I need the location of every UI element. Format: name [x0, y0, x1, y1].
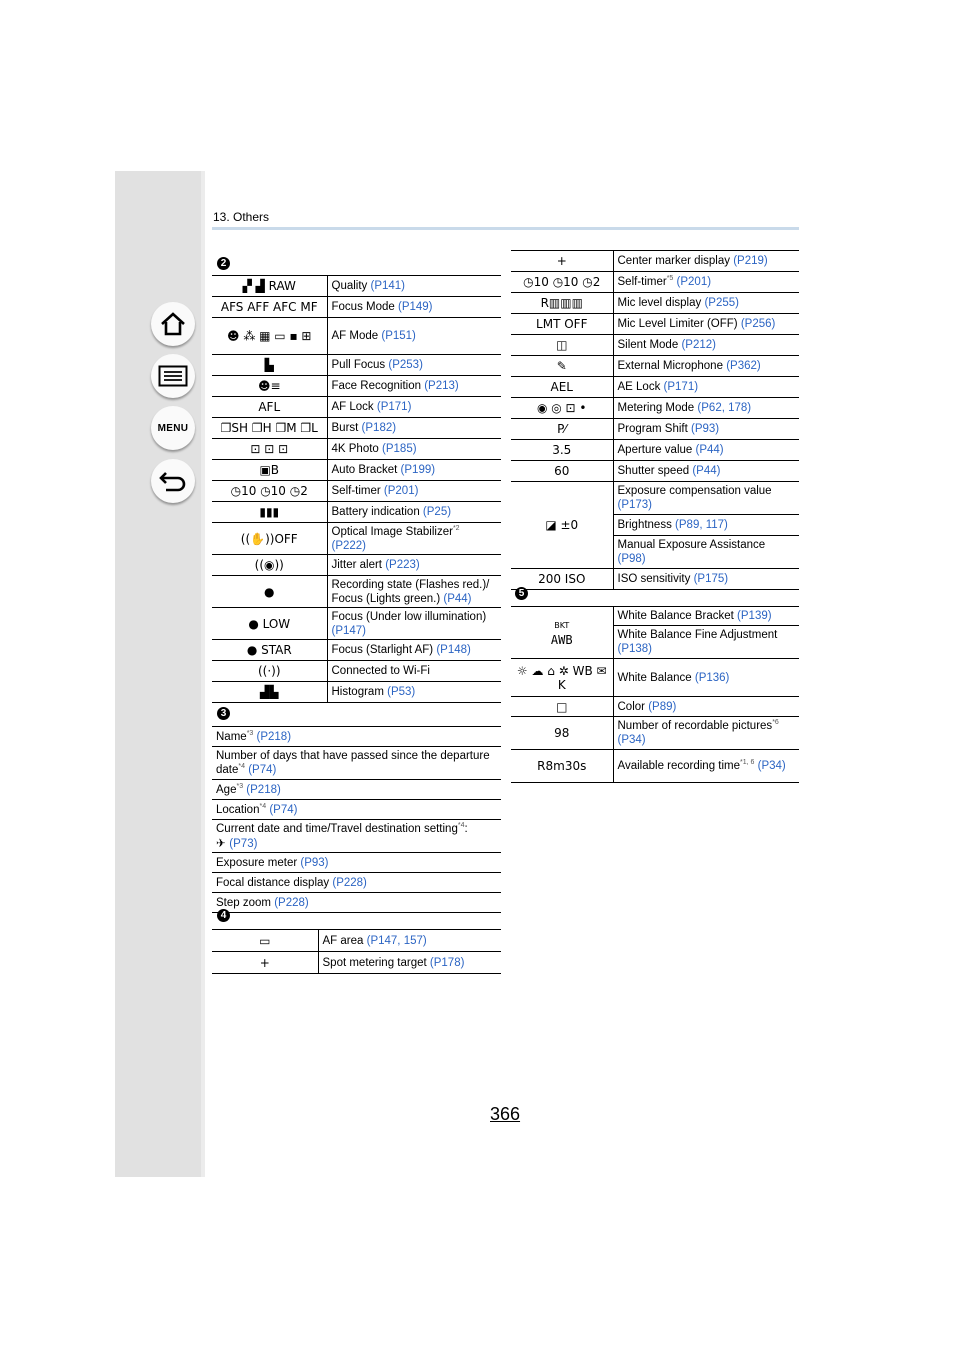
- row-description: [613, 515, 799, 536]
- table-row: [212, 873, 501, 893]
- row-icon: ▙: [212, 355, 327, 376]
- row-description: [327, 481, 501, 502]
- row-description: [613, 607, 799, 626]
- row-page-link[interactable]: (P256): [740, 318, 776, 330]
- row-page-link[interactable]: (P255): [704, 297, 739, 309]
- home-icon: [159, 311, 187, 337]
- row-footnote: *3: [236, 782, 244, 790]
- section-5-marker: 5: [515, 587, 528, 600]
- row-page-link[interactable]: (P138): [617, 643, 653, 655]
- row-label: Aperture value: [617, 444, 693, 456]
- row-page-link[interactable]: (P98): [617, 553, 646, 565]
- row-label: Focal distance display: [216, 876, 330, 889]
- table-row: [212, 460, 501, 481]
- row-label: Battery indication: [331, 506, 420, 518]
- table-row: [511, 440, 799, 461]
- row-label: Recording state (Flashes red.)/ Focus (Lights green.): [331, 578, 490, 605]
- row-description: [318, 952, 501, 974]
- row-label: Program Shift: [617, 423, 688, 435]
- row-label: Focus Mode: [331, 301, 395, 313]
- row-page-link[interactable]: (P149): [397, 301, 433, 313]
- row-icon: LMT OFF: [511, 314, 613, 335]
- home-button[interactable]: [151, 302, 195, 346]
- table-row: [511, 398, 799, 419]
- row-description: [327, 661, 501, 682]
- row-footnote: *4: [259, 802, 267, 810]
- row-description: [327, 555, 501, 576]
- recording-info-table-3: [212, 726, 501, 913]
- row-description: [327, 439, 501, 460]
- table-row: [212, 297, 501, 318]
- table-row: [212, 952, 501, 974]
- table-row: [511, 697, 799, 717]
- row-description: [613, 461, 799, 482]
- row-icon: ☻ ⁂ ▦ ▭ ▪ ⊞: [212, 318, 327, 355]
- table-row: [212, 502, 501, 523]
- wb-bracket-icon: [511, 607, 613, 659]
- row-icon: ☻≡: [212, 376, 327, 397]
- row-page-link[interactable]: (P62, 178): [697, 402, 752, 414]
- row-icon: ▟▙: [212, 682, 327, 703]
- table-row: [511, 272, 799, 293]
- row-page-link[interactable]: (P89): [648, 700, 677, 713]
- table-row: [212, 418, 501, 439]
- row-icon: ▞ ▟ RAW: [212, 276, 327, 297]
- menu-label: MENU: [157, 422, 189, 434]
- row-page-link[interactable]: (P212): [681, 339, 716, 351]
- bkt-label: BKT: [554, 620, 570, 630]
- table-row: [511, 251, 799, 272]
- row-page-link[interactable]: (P139): [737, 610, 772, 622]
- table-row: [511, 569, 799, 590]
- row-page-link[interactable]: (P178): [429, 956, 465, 969]
- menu-button[interactable]: [151, 406, 195, 450]
- row-icon: ((◉)): [212, 555, 327, 576]
- row-label: White Balance Fine Adjustment: [617, 629, 778, 641]
- table-row: [212, 555, 501, 576]
- row-description: [327, 276, 501, 297]
- row-page-link[interactable]: (P53): [387, 686, 416, 698]
- table-row: [212, 853, 501, 873]
- row-icon: 98: [511, 717, 613, 750]
- row-description: [327, 682, 501, 703]
- row-icon: R8m30s: [511, 750, 613, 783]
- row-page-link[interactable]: (P34): [757, 760, 786, 772]
- table-row: [212, 640, 501, 661]
- row-label: Burst: [331, 422, 359, 434]
- row-label: Available recording time: [617, 760, 741, 772]
- exposure-group-icon: ◪ ±0: [511, 482, 613, 569]
- row-description: [327, 418, 501, 439]
- row-label: Number of days that have passed since the departure date: [216, 750, 490, 776]
- row-description: [613, 717, 799, 750]
- list-icon: [158, 365, 188, 387]
- row-page-link[interactable]: (P44): [695, 444, 724, 456]
- row-page-link[interactable]: (P219): [733, 255, 768, 267]
- row-page-link[interactable]: (P223): [385, 559, 420, 571]
- row-icon: ⊡ ⊡ ⊡: [212, 439, 327, 460]
- page-number: 366: [490, 1104, 521, 1124]
- row-icon: ((✋))OFF: [212, 523, 327, 555]
- row-description: [613, 440, 799, 461]
- row-footnote: *2: [452, 524, 460, 532]
- row-icon: AEL: [511, 377, 613, 398]
- table-row: [212, 376, 501, 397]
- row-icon: ◷10 ◷10 ◷2: [511, 272, 613, 293]
- table-row: [511, 419, 799, 440]
- row-icon: ◫: [511, 335, 613, 356]
- row-description: [327, 608, 501, 640]
- table-row: [212, 318, 501, 355]
- iso-page-link[interactable]: (P175): [693, 573, 729, 585]
- row-label: Optical Image Stabilizer: [331, 525, 453, 538]
- row-page-link[interactable]: (P218): [256, 730, 292, 743]
- row-page-link[interactable]: (P228): [274, 896, 309, 909]
- row-icon: ▣B: [212, 460, 327, 481]
- table-row: [511, 293, 799, 314]
- row-label: Self-timer: [331, 485, 381, 497]
- row-description: [327, 502, 501, 523]
- row-label: Mic level display: [617, 297, 702, 309]
- row-page-link[interactable]: (P218): [246, 783, 281, 796]
- row-page-link[interactable]: (P185): [382, 443, 417, 455]
- row-icon: ▭: [212, 930, 318, 952]
- row-description: [327, 297, 501, 318]
- row-label: Brightness: [617, 519, 672, 531]
- row-footnote: *4: [238, 763, 246, 771]
- table-row: [212, 523, 501, 555]
- table-row: [212, 727, 501, 747]
- airplane-icon: ✈: [216, 835, 230, 850]
- row-label: Step zoom: [216, 896, 271, 909]
- row-label: Focus (Under low illumination): [331, 610, 487, 623]
- section-2-marker: 2: [217, 257, 230, 270]
- row-label: Silent Mode: [617, 339, 679, 351]
- row-page-link[interactable]: (P182): [361, 422, 397, 434]
- table-row: [511, 482, 799, 515]
- row-label: Color: [617, 700, 645, 713]
- row-icon: ◉ ◎ ⊡ •: [511, 398, 613, 419]
- table-row: [212, 608, 501, 640]
- row-label: Auto Bracket: [331, 464, 398, 476]
- row-icon: 60: [511, 461, 613, 482]
- table-row: [212, 576, 501, 608]
- row-icon: ▮▮▮: [212, 502, 327, 523]
- row-description: [613, 419, 799, 440]
- row-label: Focus (Starlight AF): [331, 644, 434, 656]
- row-label: Quality: [331, 280, 368, 292]
- row-icon: +: [212, 952, 318, 974]
- row-icon: AFS AFF AFC MF: [212, 297, 327, 318]
- recording-info-table-4: [212, 929, 501, 974]
- row-description: [613, 356, 799, 377]
- table-row: [212, 930, 501, 952]
- row-label: Histogram: [331, 686, 384, 698]
- table-row: [511, 314, 799, 335]
- row-label: Number of recordable pictures: [617, 720, 773, 732]
- row-description: [212, 780, 501, 800]
- row-icon: ❐SH ❐H ❐M ❐L: [212, 418, 327, 439]
- row-label: Spot metering target: [322, 956, 427, 969]
- row-page-link[interactable]: (P151): [381, 330, 416, 342]
- row-description: [212, 727, 501, 747]
- row-label: Metering Mode: [617, 402, 695, 414]
- awb-label: AWB: [550, 632, 573, 647]
- row-description: [327, 576, 501, 608]
- row-page-link[interactable]: (P147): [331, 624, 367, 637]
- iso-icon: 200 ISO: [511, 569, 613, 590]
- table-row: [511, 377, 799, 398]
- row-page-link[interactable]: (P362): [726, 360, 761, 372]
- row-label: AF Lock: [331, 401, 374, 413]
- row-description: [613, 536, 799, 569]
- row-label: External Microphone: [617, 360, 723, 372]
- row-label: AE Lock: [617, 381, 661, 393]
- row-description: [613, 626, 799, 659]
- row-icon: ◷10 ◷10 ◷2: [212, 481, 327, 502]
- table-row: [212, 893, 501, 913]
- row-label: Jitter alert: [331, 559, 382, 571]
- back-arrow-icon: [158, 469, 188, 493]
- breadcrumb: 13. Others: [213, 210, 270, 224]
- row-description: [613, 377, 799, 398]
- row-icon: AFL: [212, 397, 327, 418]
- table-row: [212, 661, 501, 682]
- row-description: [613, 251, 799, 272]
- row-description: [613, 697, 799, 717]
- row-page-link[interactable]: (P148): [436, 644, 471, 656]
- contents-button[interactable]: [151, 354, 195, 398]
- row-icon: R▥▥▥: [511, 293, 613, 314]
- row-icon: ● STAR: [212, 640, 327, 661]
- row-description: [327, 460, 501, 481]
- table-row: [511, 607, 799, 626]
- row-page-link[interactable]: (P171): [376, 401, 412, 413]
- row-description: [327, 376, 501, 397]
- row-label: White Balance: [617, 671, 692, 684]
- row-icon: P⁄: [511, 419, 613, 440]
- table-row: [212, 397, 501, 418]
- row-description: [212, 893, 501, 913]
- row-icon: +: [511, 251, 613, 272]
- row-label: AF area: [322, 934, 364, 947]
- row-icon: ●: [212, 576, 327, 608]
- row-description: [212, 747, 501, 780]
- row-description: [613, 482, 799, 515]
- row-description: [327, 523, 501, 555]
- row-page-link[interactable]: (P253): [388, 359, 423, 371]
- row-page-link[interactable]: (P213): [424, 380, 459, 392]
- row-suffix: :: [464, 822, 468, 835]
- row-footnote: *1, 6: [740, 759, 755, 767]
- row-description: [613, 335, 799, 356]
- table-row: [511, 356, 799, 377]
- row-page-link[interactable]: (P74): [269, 803, 298, 816]
- row-label: Self-timer: [617, 276, 667, 288]
- row-label: 4K Photo: [331, 443, 379, 455]
- row-label: Current date and time/Travel destination setting: [216, 822, 458, 835]
- row-icon: ● LOW: [212, 608, 327, 640]
- row-footnote: *5: [666, 275, 674, 283]
- row-description: [327, 318, 501, 355]
- row-page-link[interactable]: (P25): [422, 506, 452, 518]
- table-row: [212, 481, 501, 502]
- row-page-link[interactable]: (P136): [694, 671, 730, 684]
- row-description: [212, 800, 501, 820]
- recording-info-table-2: [212, 275, 501, 703]
- iso-label: ISO sensitivity: [617, 573, 691, 585]
- row-label: Exposure meter: [216, 856, 298, 869]
- row-page-link[interactable]: (P73): [229, 837, 258, 850]
- row-page-link[interactable]: (P173): [617, 499, 653, 511]
- recording-info-table-right-a: [511, 250, 799, 590]
- table-row: [212, 355, 501, 376]
- row-label: Manual Exposure Assistance: [617, 539, 766, 551]
- row-page-link[interactable]: (P74): [248, 764, 277, 776]
- table-row: [212, 276, 501, 297]
- recording-info-table-right-b: [511, 606, 799, 783]
- row-label: Shutter speed: [617, 465, 690, 477]
- row-label: Age: [216, 783, 237, 796]
- row-icon: ✎: [511, 356, 613, 377]
- row-page-link[interactable]: (P171): [663, 381, 699, 393]
- row-label: Face Recognition: [331, 380, 421, 392]
- row-label: Connected to Wi-Fi: [331, 665, 430, 677]
- row-description: [212, 820, 501, 853]
- row-description: [327, 640, 501, 661]
- row-description: [318, 930, 501, 952]
- row-label: Location: [216, 803, 260, 816]
- row-page-link[interactable]: (P34): [617, 734, 646, 746]
- row-description: [212, 853, 501, 873]
- row-page-link[interactable]: (P93): [300, 856, 329, 869]
- section-3-marker: 3: [217, 707, 230, 720]
- row-page-link[interactable]: (P141): [370, 280, 406, 292]
- row-footnote: *6: [772, 719, 779, 727]
- table-row: [511, 659, 799, 697]
- header-rule: [212, 227, 799, 230]
- row-icon: ☼ ☁ ⌂ ✲ WB ✉ K: [511, 659, 613, 697]
- row-description: [613, 659, 799, 697]
- sidebar-edge: [201, 171, 205, 1177]
- table-row: [212, 682, 501, 703]
- row-description: [327, 355, 501, 376]
- table-row: [511, 717, 799, 750]
- table-row: [511, 461, 799, 482]
- row-description: [212, 873, 501, 893]
- row-icon: □: [511, 697, 613, 717]
- table-row: [212, 800, 501, 820]
- row-label: Exposure compensation value: [617, 485, 772, 497]
- row-icon: ((·)): [212, 661, 327, 682]
- row-description: [327, 397, 501, 418]
- row-label: Name: [216, 730, 247, 743]
- row-page-link[interactable]: (P93): [691, 423, 720, 435]
- table-row: [511, 335, 799, 356]
- row-page-link[interactable]: (P201): [676, 276, 712, 288]
- table-row: [212, 439, 501, 460]
- row-description: [613, 750, 799, 783]
- row-description: [613, 314, 799, 335]
- iso-description: [613, 569, 799, 590]
- table-row: [212, 780, 501, 800]
- row-footnote: *4: [457, 821, 465, 829]
- row-description: [613, 272, 799, 293]
- row-page-link[interactable]: (P44): [443, 592, 472, 605]
- row-label: AF Mode: [331, 330, 379, 342]
- row-page-link[interactable]: (P199): [400, 464, 436, 476]
- back-button[interactable]: [151, 459, 195, 503]
- table-row: [212, 820, 501, 853]
- row-page-link[interactable]: (P201): [383, 485, 419, 497]
- table-row: [212, 747, 501, 780]
- row-footnote: *3: [246, 729, 254, 737]
- row-label: Center marker display: [617, 255, 730, 267]
- table-row: [511, 750, 799, 783]
- row-icon: 3.5: [511, 440, 613, 461]
- row-label: White Balance Bracket: [617, 610, 734, 622]
- row-page-link[interactable]: (P44): [692, 465, 721, 477]
- row-description: [613, 293, 799, 314]
- section-4-marker: 4: [217, 909, 230, 922]
- row-page-link[interactable]: (P89, 117): [675, 519, 728, 531]
- row-page-link[interactable]: (P228): [332, 876, 367, 889]
- row-description: [613, 398, 799, 419]
- row-label: Mic Level Limiter (OFF): [617, 318, 738, 330]
- row-page-link[interactable]: (P147, 157): [366, 934, 427, 947]
- row-label: Pull Focus: [331, 359, 386, 371]
- row-page-link[interactable]: (P222): [331, 539, 367, 552]
